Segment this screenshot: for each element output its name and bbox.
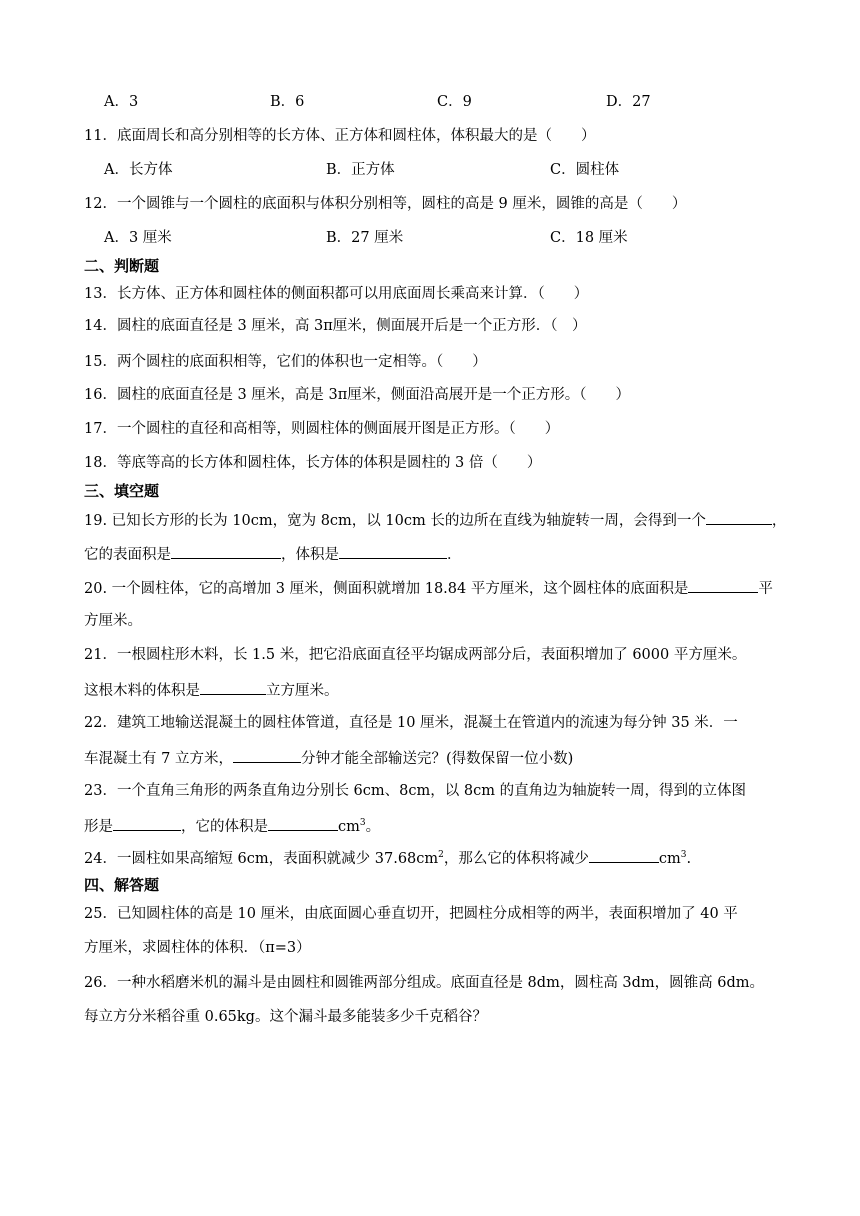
- q22-text-a: 车混凝土有 7 立方米，: [84, 751, 233, 767]
- q24-unit-exponent-2: 2: [438, 850, 444, 860]
- q10-option-d: D．27: [606, 94, 651, 110]
- q22-line-2: [84, 747, 573, 769]
- q23-line-1: 23．一个直角三角形的两条直角边分别长 6cm、8cm，以 8cm 的直角边为轴旋转一周，得到的立体图: [84, 783, 747, 799]
- q24-text-b: ，那么它的体积将减少: [443, 851, 589, 867]
- q19-text-d: ，体积是: [281, 547, 339, 563]
- q24-text-a: 24．一圆柱如果高缩短 6cm，表面积就减少 37.68cm: [84, 851, 439, 867]
- q21-line-1: 21．一根圆柱形木料，长 1.5 米，把它沿底面直径平均锯成两部分后，表面积增加了 6000 平方厘米。: [84, 647, 747, 663]
- q20-line-2: 方厘米。: [84, 613, 142, 629]
- q11-question: 11．底面周长和高分别相等的长方体、正方体和圆柱体，体积最大的是（ ）: [84, 128, 596, 144]
- q23-text-d: 。: [365, 819, 381, 835]
- q10-option-c: C．9: [437, 94, 472, 110]
- q23-unit-exponent: 3: [359, 818, 366, 828]
- judge-question-17: 17．一个圆柱的直径和高相等，则圆柱体的侧面展开图是正方形。（ ）: [84, 421, 560, 437]
- q19-text-e: ．: [447, 547, 462, 563]
- q23-text-a: 形是: [84, 819, 113, 835]
- q24-line: [84, 847, 691, 869]
- q10-option-a: A．3: [104, 94, 139, 110]
- q21-text-a: 这根木料的体积是: [84, 683, 200, 699]
- judge-question-18: 18．等底等高的长方体和圆柱体，长方体的体积是圆柱的 3 倍（ ）: [84, 455, 542, 471]
- answer-blank: [171, 543, 281, 559]
- q12-question: 12．一个圆锥与一个圆柱的底面积与体积分别相等，圆柱的高是 9 厘米，圆锥的高是（ ）: [84, 196, 687, 212]
- q26-line-2: 每立方分米稻谷重 0.65kg。这个漏斗最多能装多少千克稻谷？: [84, 1009, 487, 1025]
- q24-unit-exponent-3: 3: [680, 850, 687, 860]
- answer-blank: [268, 815, 338, 831]
- q19-line-2: [84, 543, 462, 565]
- q24-text-d: .: [686, 851, 692, 867]
- answer-blank: [706, 509, 772, 525]
- q19-line-1: [84, 509, 786, 531]
- q22-text-b: 分钟才能全部输送完？(得数保留一位小数): [300, 751, 574, 767]
- q10-option-b: B．6: [270, 94, 305, 110]
- judge-question-13: 13．长方体、正方体和圆柱体的侧面积都可以用底面周长乘高来计算．（ ）: [84, 286, 589, 302]
- q26-line-1: 26．一种水稻磨米机的漏斗是由圆柱和圆锥两部分组成。底面直径是 8dm，圆柱高 3dm，圆锥高 6dm。: [84, 975, 765, 991]
- q23-text-b: ，它的体积是: [181, 819, 268, 835]
- q12-option-a: A．3 厘米: [104, 230, 172, 246]
- q25-line-1: 25．已知圆柱体的高是 10 厘米，由底面圆心垂直切开，把圆柱分成相等的两半，表面积增加了 40 平: [84, 906, 738, 922]
- q20-text-b: 平: [758, 581, 773, 597]
- q19-text-a: 19. 已知长方形的长为 10cm，宽为 8cm，以 10cm 长的边所在直线为轴旋转一周，会得到一个: [84, 513, 706, 529]
- q23-unit: cm: [338, 819, 360, 835]
- section-heading-answer: 四、解答题: [84, 876, 160, 894]
- judge-question-15: 15．两个圆柱的底面积相等，它们的体积也一定相等。（ ）: [84, 354, 487, 370]
- q24-unit: cm: [658, 851, 681, 867]
- q11-option-b: B．正方体: [326, 162, 395, 178]
- q25-line-2: 方厘米，求圆柱体的体积．（π=3）: [84, 940, 311, 956]
- q19-text-b: ，: [771, 513, 787, 529]
- judge-question-16: 16．圆柱的底面直径是 3 厘米，高是 3π厘米，侧面沿高展开是一个正方形。（ ）: [84, 387, 631, 403]
- q20-text-a: 20. 一个圆柱体，它的高增加 3 厘米，侧面积就增加 18.84 平方厘米，这个圆柱体的底面积是: [84, 581, 689, 597]
- answer-blank: [233, 747, 301, 763]
- answer-blank: [688, 577, 758, 593]
- answer-blank: [200, 679, 266, 695]
- q11-option-c: C．圆柱体: [550, 162, 620, 178]
- q19-text-c: 它的表面积是: [84, 547, 171, 563]
- q11-option-a: A．长方体: [104, 162, 173, 178]
- q20-line-1: [84, 577, 773, 599]
- section-heading-fill: 三、填空题: [84, 482, 160, 500]
- answer-blank: [339, 543, 447, 559]
- q23-line-2: [84, 815, 380, 837]
- q12-option-c: C．18 厘米: [550, 230, 628, 246]
- q22-line-1: 22．建筑工地输送混凝土的圆柱体管道，直径是 10 厘米，混凝土在管道内的流速为每分钟 35 米．一: [84, 715, 738, 731]
- section-heading-judge: 二、判断题: [84, 257, 160, 275]
- answer-blank: [113, 815, 181, 831]
- q12-option-b: B．27 厘米: [326, 230, 404, 246]
- q21-text-b: 立方厘米。: [266, 683, 339, 699]
- judge-question-14: 14．圆柱的底面直径是 3 厘米，高 3π厘米，侧面展开后是一个正方形．（ ）: [84, 318, 587, 334]
- answer-blank: [589, 847, 659, 863]
- q21-line-2: [84, 679, 339, 701]
